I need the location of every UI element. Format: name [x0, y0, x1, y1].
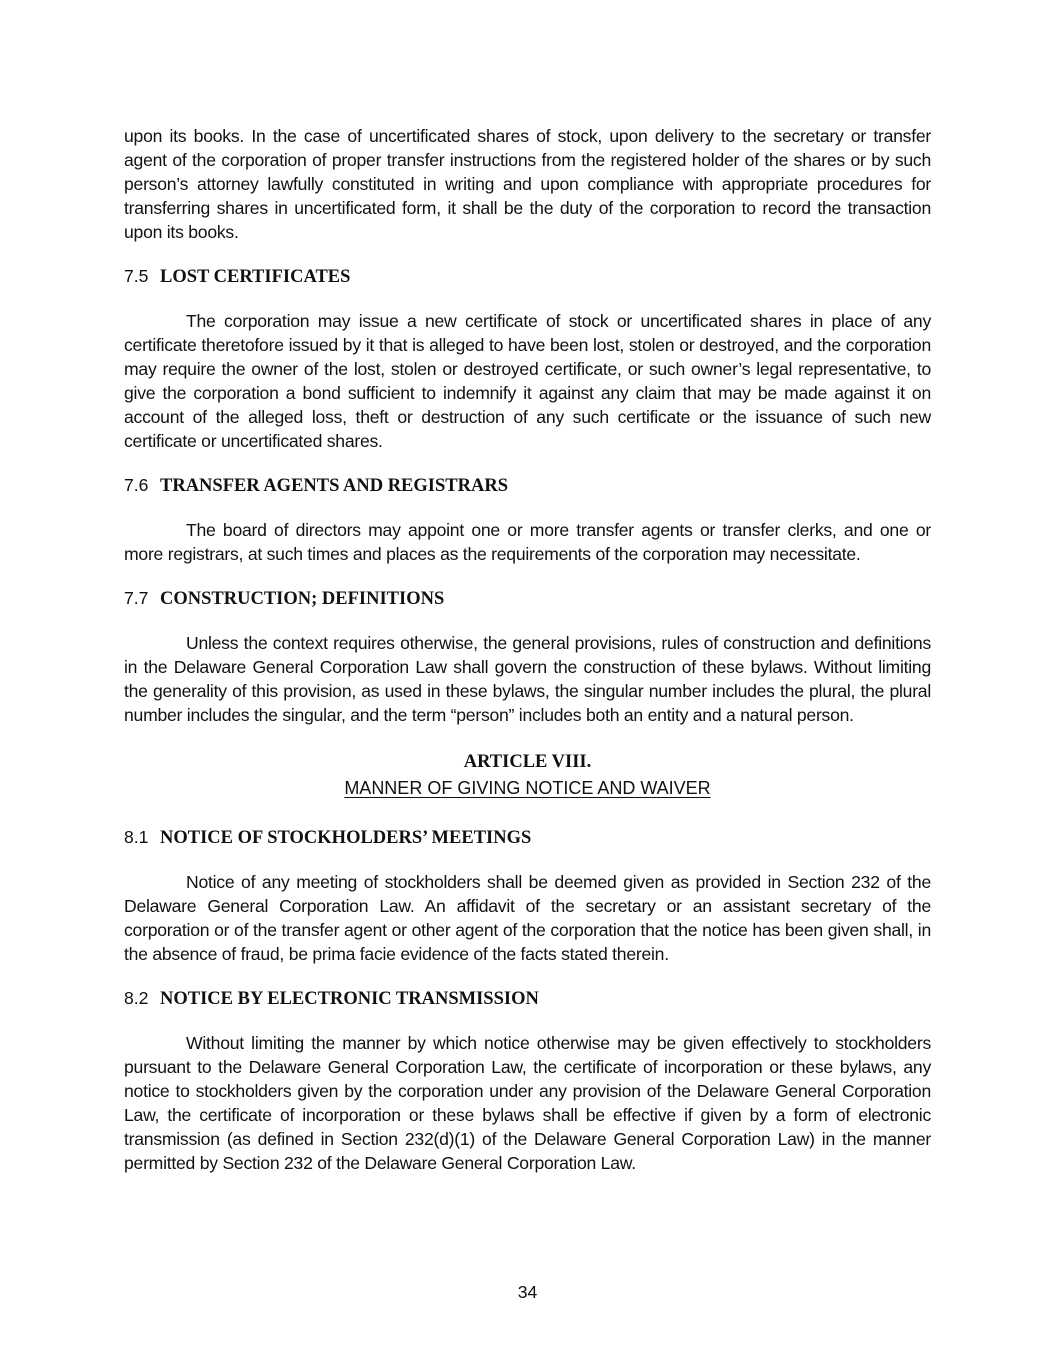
article-heading: [124, 749, 931, 801]
article-title: MANNER OF GIVING NOTICE AND WAIVER: [344, 778, 711, 798]
article-number: ARTICLE VIII.: [463, 752, 592, 772]
section-title: NOTICE OF STOCKHOLDERS’ MEETINGS: [160, 828, 532, 848]
section-body-8-1: Notice of any meeting of stockholders shall be deemed given as provided in Section 232 of the Delaware General Corporation Law. An affidavit of the secretary or an assistant secretary of the corporation or of the transfer agent or other agent of the corporation that the notice has been given shall, in the absence of fraud, be prima facie evidence of the facts stated therein.: [124, 872, 931, 964]
section-title: NOTICE BY ELECTRONIC TRANSMISSION: [160, 989, 539, 1009]
section-heading-8-2: [124, 986, 931, 1011]
page-number: 34: [517, 1282, 538, 1302]
section-body-7-7: Unless the context requires otherwise, the general provisions, rules of construction and definitions in the Delaware General Corporation Law shall govern the construction of these bylaws. Without limiting the generality of this provision, as used in these bylaws, the singular number includes the plural, the plural number includes the singular, and the term “person” includes both an entity and a natural person.: [124, 633, 931, 725]
section-number: 7.6: [124, 475, 149, 495]
section-heading-7-7: [124, 586, 931, 611]
section-body-7-6: The board of directors may appoint one or more transfer agents or transfer clerks, and one or more registrars, at such times and places as the requirements of the corporation may necessitate.: [124, 520, 931, 564]
section-heading-7-5: [124, 264, 931, 289]
section-title: CONSTRUCTION; DEFINITIONS: [160, 589, 445, 609]
continuation-paragraph: upon its books. In the case of uncertificated shares of stock, upon delivery to the secretary or transfer agent of the corporation of proper transfer instructions from the registered holder of the shares or by such person’s attorney lawfully constituted in writing and upon compliance with appropriate procedures for transferring shares in uncertificated form, it shall be the duty of the corporation to record the transaction upon its books.: [124, 126, 931, 242]
section-heading-7-6: [124, 473, 931, 498]
section-body-7-5: The corporation may issue a new certificate of stock or uncertificated shares in place of any certificate theretofore issued by it that is alleged to have been lost, stolen or destroyed, and the corporation may require the owner of the lost, stolen or destroyed certificate, or such owner’s legal representative, to give the corporation a bond sufficient to indemnify it against any claim that may be made against it on account of the alleged loss, theft or destruction of any such certificate or the issuance of such new certificate or uncertificated shares.: [124, 311, 931, 451]
section-heading-8-1: [124, 825, 931, 850]
section-number: 8.1: [124, 827, 149, 847]
section-title: LOST CERTIFICATES: [160, 267, 351, 287]
document-page: [124, 124, 931, 1175]
section-number: 8.2: [124, 988, 149, 1008]
section-body-8-2: Without limiting the manner by which notice otherwise may be given effectively to stockholders pursuant to the Delaware General Corporation Law, the certificate of incorporation or these bylaws, any notice to stockholders given by the corporation under any provision of the Delaware General Corporation Law, the certificate of incorporation or these bylaws shall be effective if given by a form of electronic transmission (as defined in Section 232(d)(1) of the Delaware General Corporation Law) in the manner permitted by Section 232 of the Delaware General Corporation Law.: [124, 1033, 931, 1173]
section-number: 7.7: [124, 588, 149, 608]
section-title: TRANSFER AGENTS AND REGISTRARS: [160, 476, 508, 496]
section-number: 7.5: [124, 266, 149, 286]
